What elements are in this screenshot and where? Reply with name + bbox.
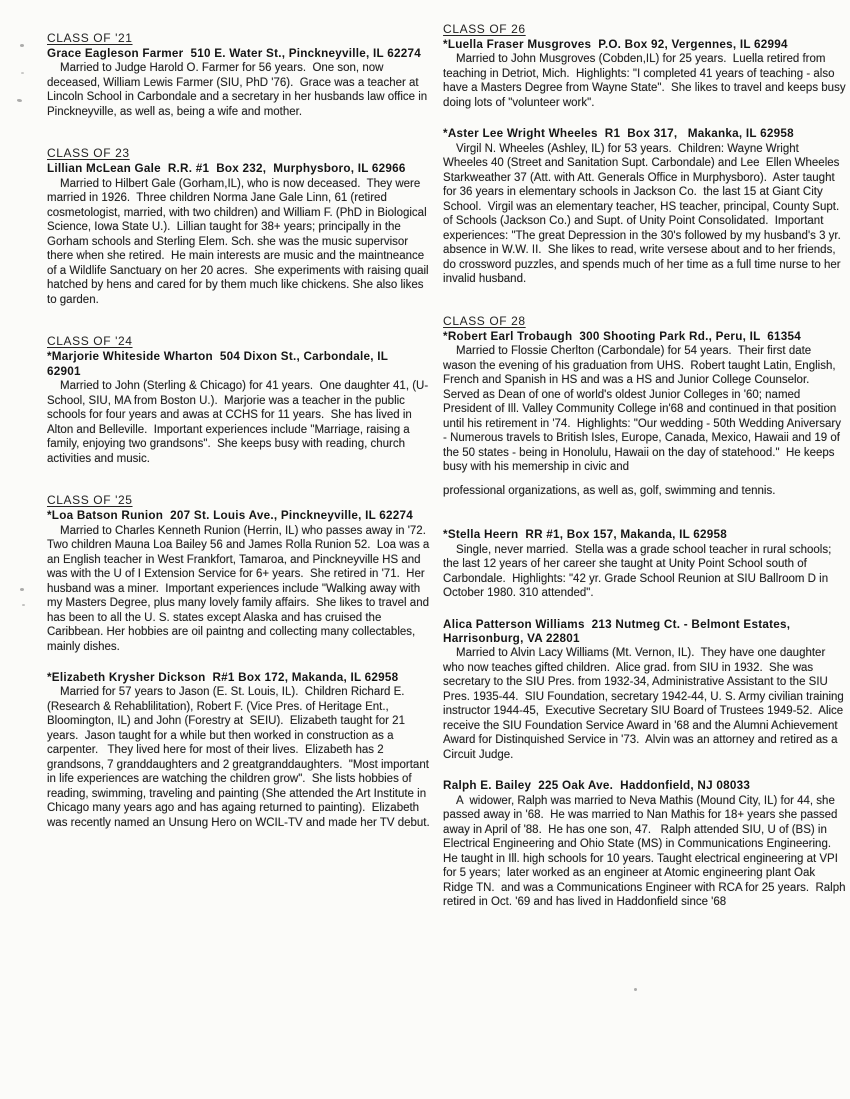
- entry-body-continued: professional organizations, as well as, golf, swimming and tennis.: [443, 484, 776, 497]
- entry-lillian-gale: [47, 162, 431, 307]
- entry-body: A widower, Ralph was married to Neva Mathis (Mound City, IL) for 44, she passed away in '68. He was married to Nan Mathis for 18+ years she passed away in April of '88. He has one son, 47. Ralph attended SIU, U of (BS) in Electrical Engineering and Ohio State (MS) in Communications Engineering. He taught in Ill. high schools for 10 years. Taught electrical engineering at VPI for 5 years; later worked as an engineer at Atomic engineering plant Oak Ridge TN. and was a Communications Engineer with RCA for 25 years. Ralph retired in Oct. '69 and has lived in Haddonfield since '68: [443, 794, 849, 909]
- section-class-25: [47, 493, 431, 843]
- entry-luella-musgroves: [443, 38, 849, 110]
- scan-speck: [20, 44, 24, 47]
- class-heading-23: CLASS OF 23: [47, 146, 130, 161]
- entry-name-address: *Loa Batson Runion 207 St. Louis Ave., Pinckneyville, IL 62274: [47, 509, 414, 523]
- entry-body: Virgil N. Wheeles (Ashley, IL) for 53 years. Children: Wayne Wright Wheeles 40 (Street and Sanitation Supt. Carbondale) and Lee Ellen Wheeles Starkweather 37 (Att. with Att. Generals Office in Murphysboro). Aster taught for 36 years in elementary schools in Jackson Co. the last 15 at Giant City School. Virgil was an elementary teacher, HS teacher, principal, County Supt. of Schools (Jackson Co.) and Supt. of Unity Point Consolidated. Important experiences: "The great Depression in the 30's followed by my husband's 3 yr. absence in W.W. II. She likes to read, write versese about and to her friends, do crossword puzzles, and spends much of her time as a full time nurse to her invalid husband.: [443, 142, 845, 286]
- entry-body: Married to Judge Harold O. Farmer for 56 years. One son, now deceased, William Lewis Farmer (SIU, PhD '76). Grace was a teacher at Lincoln School in Carbondale and a secretary in her husbands law office in Pinckneyville, as well as, being a wife and mother.: [47, 62, 431, 118]
- newsletter-page: [47, 22, 849, 937]
- entry-name-address: Ralph E. Bailey 225 Oak Ave. Haddonfield, NJ 08033: [443, 779, 751, 793]
- scan-speck: [21, 72, 24, 74]
- section-class-21: [47, 31, 431, 132]
- entry-elizabeth-dickson: [47, 671, 431, 830]
- entry-name-address-line2: 62901: [47, 364, 81, 378]
- entry-body: Married for 57 years to Jason (E. St. Louis, IL). Children Richard E.(Research & Rehablilitation), Robert F. (Vice Pres. of Heritage Ent., Bloomington, IL) and John (Forestry at SEIU). Elizabeth taught for 21 years. Jason taught for a while but then worked in construction as a carpenter. They lived here for most of their lives. Elizabeth has 2 grandsons, 7 granddaughters and 2 greatgranddaughters. "Most important in life experiences are watching the children grow". She lists hobbies of reading, swimming, traveling and painting (She attended the Art Institute in Chicago many years ago and has againg returned to painting). Elizabeth was recently named an Unsung Hero on WCIL-TV and made her TV debut.: [47, 686, 433, 829]
- entry-name-address-line2: Harrisonburg, VA 22801: [443, 632, 580, 646]
- scan-speck: [634, 988, 637, 991]
- left-column: [47, 22, 431, 937]
- entry-name-address: *Luella Fraser Musgroves P.O. Box 92, Vergennes, IL 62994: [443, 38, 788, 51]
- entry-name-address: Grace Eagleson Farmer 510 E. Water St., Pinckneyville, IL 62274: [47, 47, 421, 60]
- scan-speck: [17, 99, 22, 102]
- class-heading-26: CLASS OF 26: [443, 22, 526, 36]
- entry-alica-williams: [443, 618, 846, 763]
- entry-robert-trobaugh: [443, 330, 846, 498]
- entry-name-address: Lillian McLean Gale R.R. #1 Box 232, Murphysboro, IL 62966: [47, 162, 406, 176]
- scan-speck: [20, 588, 24, 591]
- entry-name-address: *Elizabeth Krysher Dickson R#1 Box 172, Makanda, IL 62958: [47, 671, 399, 685]
- entry-name-address: Alica Patterson Williams 213 Nutmeg Ct. - Belmont Estates,: [443, 617, 791, 631]
- class-heading-25: CLASS OF '25: [47, 493, 133, 508]
- class-heading-28: CLASS OF 28: [443, 313, 526, 328]
- entry-name-address: *Aster Lee Wright Wheeles R1 Box 317, Makanka, IL 62958: [443, 127, 794, 141]
- entry-name-address: *Stella Heern RR #1, Box 157, Makanda, IL 62958: [443, 528, 728, 542]
- entry-body: Single, never married. Stella was a grade school teacher in rural schools; the last 12 years of her career she taught at Unity Point School south of Carbondale. Highlights: "42 yr. Grade School Reunion at SIU Ballroom D in October 1980. 310 attended".: [443, 543, 835, 600]
- section-class-23: [47, 146, 431, 320]
- entry-body: Married to Hilbert Gale (Gorham,IL), who is now deceased. They were married in 1926. Three children Norma Jane Gale Linn, 61 (retired cosmetologist, married, with two children) and William F. (PhD in Biological Science, Iowa State U.). Lillian taught for 38+ years; principally in the Gorham schools and Sterling Elem. Sch. she was the music supervisor there when she retired. He main interests are music and the maintneance of a Wildlife Sanctuary on her 20 acres. She experiments with raising quail hatched by hens and cared for by them much like chickens. She also likes to garden.: [47, 177, 432, 306]
- entry-marjorie-wharton: [47, 350, 431, 466]
- entry-body: Married to Flossie Cherlton (Carbondale) for 54 years. Their first date wason the evening of his graduation from UHS. Robert taught Latin, English, French and Spanish in HS and was a HS and Junior College Counselor. Served as Dean of one of world's oldest Junior Colleges in '60; named President of Ill. Valley Community College in'68 and continued in that position until his retirement in '74. Highlights: "Our wedding - 50th Wedding Aniversary - Numerous travels to British Isles, Europe, Canada, Mexico, Hawaii and 19 of the 50 states - being in Honolulu, Hawaii on the day of statehood." He keeps busy with his memership in civic and: [443, 345, 845, 474]
- entry-ralph-bailey: [443, 779, 849, 909]
- class-heading-21: CLASS OF '21: [47, 31, 133, 45]
- entry-body: Married to John (Sterling & Chicago) for 41 years. One daughter 41, (U-School, SIU, MA from Boston U.). Marjorie was a teacher in the public schools for four years and awas at CCHS for 11 years. She has lived in Alton and Belleville. Important experiences include "Marriage, raising a family, enjoying two grandsons". She keeps busy with reading, church activities and music.: [47, 380, 429, 465]
- scan-speck: [22, 604, 25, 606]
- section-class-28: [443, 313, 849, 923]
- entry-name-address: *Robert Earl Trobaugh 300 Shooting Park Rd., Peru, IL 61354: [443, 329, 802, 343]
- entry-body: Married to Charles Kenneth Runion (Herrin, IL) who passes away in '72. Two children Mauna Loa Bailey 56 and James Rolla Runion 52. Loa was a an English teacher in West Frankfort, Tamaroa, and Pinckneyville HS and was with the U of I Extension Service for 6+ years. She retired in '71. Her husband was a miner. Important experiences include "Walking away with my Masters Degree, plus many lovely family affairs. She likes to travel and has been to all the U. S. states except Alaska and has cruised the Caribbean. Her hobbies are oil paintng and collecting many collectables, mainly dishes.: [47, 524, 433, 653]
- entry-loa-runion: [47, 509, 431, 654]
- class-heading-24: CLASS OF '24: [47, 334, 133, 349]
- entry-name-address: *Marjorie Whiteside Wharton 504 Dixon St., Carbondale, IL: [47, 350, 389, 364]
- entry-body: Married to Alvin Lacy Williams (Mt. Vernon, IL). They have one daughter who now teaches gifted children. Alice grad. from SIU in 1932. She was secretary to the SIU Pres. from 1932-34, Administrative Assistant to the SIU Pres. 1935-44. SIU Foundation, secretary 1942-44, U. S. Army civilian training instructor 1944-45, Executive Secretary SIU Board of Trustees 1949-52. Alice receive the SIU Foundation Service Award in '68 and the Alumni Achievement Award for Distinquished Service in '73. Alvin was an attorney and retired as a Circuit Judge.: [443, 647, 848, 761]
- section-class-24: [47, 334, 431, 479]
- entry-body: Married to John Musgroves (Cobden,IL) for 25 years. Luella retired from teaching in Detriot, Mich. Highlights: "I completed 41 years of teaching - also have a Masters Degree from Wayne State". She likes to travel and keeps busy doing lots of "volunteer work".: [443, 53, 849, 109]
- section-class-26: [443, 22, 849, 300]
- entry-stella-heern: [443, 528, 846, 600]
- entry-aster-wheeles: [443, 127, 846, 286]
- right-column: [443, 22, 849, 937]
- entry-grace-farmer: [47, 47, 431, 119]
